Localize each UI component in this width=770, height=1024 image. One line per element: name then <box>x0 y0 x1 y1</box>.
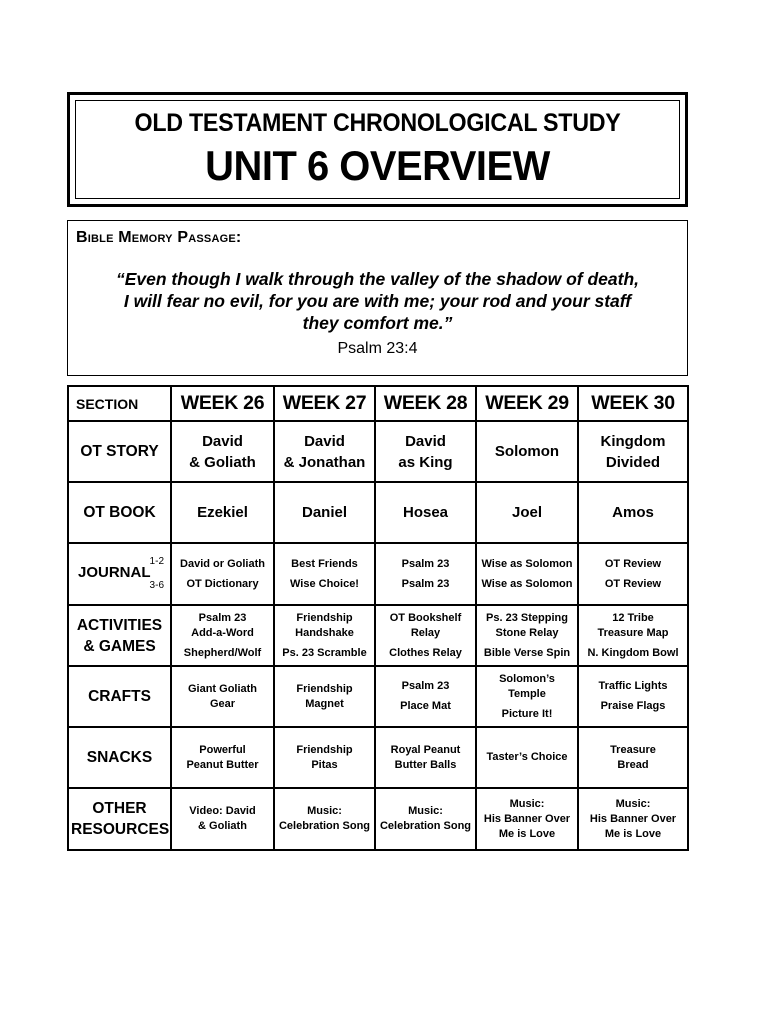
book-cell: Daniel <box>274 482 375 543</box>
week-header: WEEK 30 <box>578 386 688 421</box>
story-cell: Solomon <box>476 421 578 482</box>
journal-cell: Psalm 23 Psalm 23 <box>375 543 476 605</box>
story-cell: David & Goliath <box>171 421 274 482</box>
book-cell: Amos <box>578 482 688 543</box>
craft-cell: Giant Goliath Gear <box>171 666 274 727</box>
crafts-row <box>68 666 688 727</box>
unit-title: UNIT 6 OVERVIEW <box>205 142 550 189</box>
quote-line: they comfort me.” <box>302 313 453 333</box>
ot-story-row <box>68 421 688 482</box>
section-header: SECTION <box>68 386 171 421</box>
ot-book-row <box>68 482 688 543</box>
row-label-snacks: SNACKS <box>68 727 171 788</box>
activities-row <box>68 605 688 666</box>
craft-cell: Psalm 23 Place Mat <box>375 666 476 727</box>
row-label-other-resources: OTHER RESOURCES <box>68 788 171 850</box>
book-cell: Hosea <box>375 482 476 543</box>
memory-passage-quote <box>68 268 687 334</box>
craft-cell: Friendship Magnet <box>274 666 375 727</box>
snack-cell: Royal Peanut Butter Balls <box>375 727 476 788</box>
snack-cell: Treasure Bread <box>578 727 688 788</box>
snack-cell: Powerful Peanut Butter <box>171 727 274 788</box>
activity-cell: Friendship Handshake Ps. 23 Scramble <box>274 605 375 666</box>
craft-cell: Solomon’s Temple Picture It! <box>476 666 578 727</box>
study-title: OLD TESTAMENT CHRONOLOGICAL STUDY <box>134 109 621 137</box>
journal-cell: Wise as Solomon Wise as Solomon <box>476 543 578 605</box>
title-inner-frame <box>75 100 680 199</box>
row-label-crafts: CRAFTS <box>68 666 171 727</box>
journal-label: JOURNAL <box>78 564 151 581</box>
story-cell: David as King <box>375 421 476 482</box>
story-cell: Kingdom Divided <box>578 421 688 482</box>
snack-cell: Friendship Pitas <box>274 727 375 788</box>
journal-grades-bottom: 3-6 <box>149 580 164 591</box>
row-label-activities: ACTIVITIES & GAMES <box>68 605 171 666</box>
book-cell: Ezekiel <box>171 482 274 543</box>
title-box <box>67 92 688 207</box>
memory-passage-label: Bible Memory Passage: <box>76 229 242 246</box>
memory-passage-reference: Psalm 23:4 <box>337 340 418 357</box>
activity-cell: OT Bookshelf Relay Clothes Relay <box>375 605 476 666</box>
activity-cell: Psalm 23 Add-a-Word Shepherd/Wolf <box>171 605 274 666</box>
quote-line: “Even though I walk through the valley of the shadow of death, <box>115 269 640 289</box>
resource-cell: Video: David & Goliath <box>171 788 274 850</box>
craft-cell: Traffic Lights Praise Flags <box>578 666 688 727</box>
resource-cell: Music: His Banner Over Me is Love <box>476 788 578 850</box>
book-cell: Joel <box>476 482 578 543</box>
week-header: WEEK 26 <box>171 386 274 421</box>
row-label-ot-story: OT STORY <box>68 421 171 482</box>
resource-cell: Music: His Banner Over Me is Love <box>578 788 688 850</box>
row-label-journal <box>68 543 171 605</box>
other-resources-row <box>68 788 688 850</box>
activity-cell: Ps. 23 Stepping Stone Relay Bible Verse Spin <box>476 605 578 666</box>
journal-cell: Best Friends Wise Choice! <box>274 543 375 605</box>
journal-cell: OT Review OT Review <box>578 543 688 605</box>
memory-passage-box <box>67 220 688 376</box>
journal-cell: David or Goliath OT Dictionary <box>171 543 274 605</box>
resource-cell: Music: Celebration Song <box>274 788 375 850</box>
week-header: WEEK 28 <box>375 386 476 421</box>
activity-cell: 12 Tribe Treasure Map N. Kingdom Bowl <box>578 605 688 666</box>
journal-row <box>68 543 688 605</box>
week-header: WEEK 29 <box>476 386 578 421</box>
quote-line: I will fear no evil, for you are with me; your rod and your staff <box>123 291 632 311</box>
resource-cell: Music: Celebration Song <box>375 788 476 850</box>
week-header-row <box>68 386 688 421</box>
story-cell: David & Jonathan <box>274 421 375 482</box>
snack-cell: Taster’s Choice <box>476 727 578 788</box>
snacks-row <box>68 727 688 788</box>
journal-grades-top: 1-2 <box>149 556 164 567</box>
overview-table <box>67 385 689 851</box>
week-header: WEEK 27 <box>274 386 375 421</box>
row-label-ot-book: OT BOOK <box>68 482 171 543</box>
